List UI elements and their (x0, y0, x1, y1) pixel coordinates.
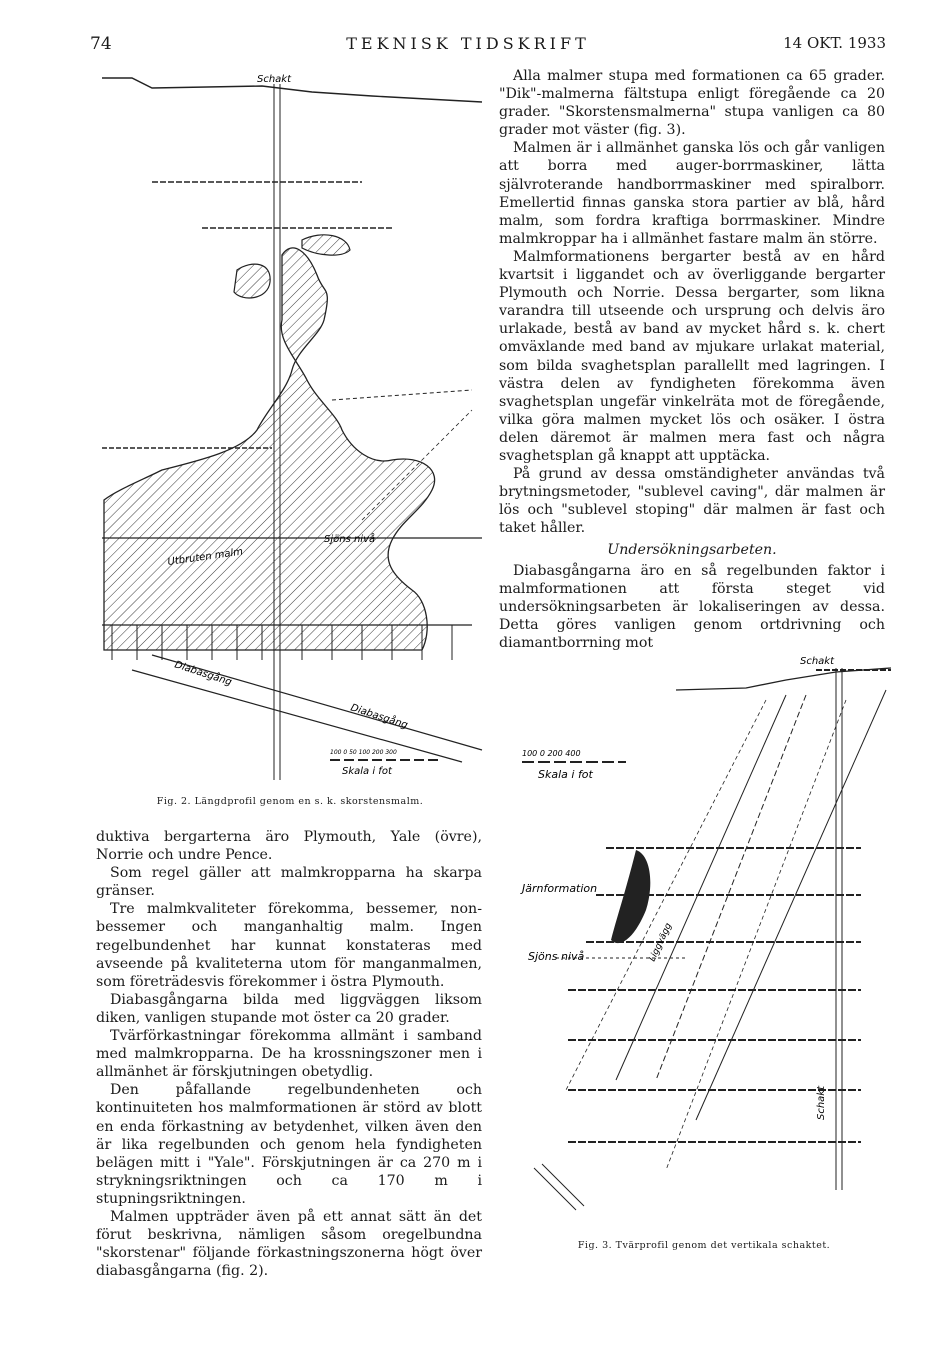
right-column (499, 67, 885, 652)
fig3-scale-label: Skala i fot (538, 768, 593, 781)
ore-lens-upper (302, 235, 350, 255)
fig3-scale-numbers: 100 0 200 400 (522, 749, 581, 758)
paragraph: Tvärförkastningar förekomma allmänt i samband med malmkropparna. De ha krossningszoner men i allmänhet är förskjutningen obetydlig. (96, 1028, 482, 1081)
journal-title: TEKNISK TIDSKRIFT (346, 34, 590, 53)
paragraph: Alla malmer stupa med formationen ca 65 grader. "Dik"-malmerna fältstupa enligt föregående ca 20 grader. "Skorstensmalmerna" stupa vanligen ca 80 grader mot väster (fig. 3). (499, 68, 885, 139)
paragraph: Malmen är i allmänhet ganska lös och går vanligen att borra med auger-borrmaskiner, lätta självroterande handborrmaskiner med spiralborr. Emellertid finnas ganska stora partier av blå, hård malm, som fordra kraftiga borrmaskiner. Mindre malmkroppar ha i allmänhet fastare malm än större. (499, 140, 885, 247)
paragraph: Tre malmkvaliteter förekomma, bessemer, non-bessemer och manganhaltig malm. Ingen regelbundenhet har kunnat konstateras med avseende på kvaliteterna utom för manganmalmen, som företrädesvis förekommer i östra Plymouth. (96, 901, 482, 990)
issue-date: 14 OKT. 1933 (783, 34, 886, 52)
fig2-label-mined: Utbruten malm (166, 546, 244, 568)
fig2-label-dike-2: Diabasgång (349, 702, 410, 732)
fig2-label-lake: Sjöns nivå (324, 534, 376, 545)
paragraph: Malmen uppträder även på ett annat sätt än det förut beskrivna, nämligen såsom oregelbundna "skorstenar" följande förkastningszonerna högt över diabasgångarna (fig. 2). (96, 1208, 482, 1280)
fig3-label-shaft-side: Schakt (816, 1085, 827, 1120)
left-column (96, 828, 482, 1280)
ore-lens-small (234, 264, 270, 298)
paragraph: Diabasgångarna bilda med liggväggen liksom diken, vanligen stupande mot öster ca 20 grader. (96, 991, 482, 1026)
paragraph: duktiva bergarterna äro Plymouth, Yale (övre), Norrie och undre Pence. (96, 829, 482, 864)
figure-3-caption: Fig. 3. Tvärprofil genom det vertikala schaktet. (577, 1240, 831, 1251)
paragraph: Som regel gäller att malmkropparna ha skarpa gränser. (96, 865, 482, 900)
fig2-label-dike-1: Diabasgång (173, 659, 234, 689)
ore-body-shape (104, 248, 435, 650)
paragraph: Diabasgångarna äro en så regelbunden faktor i malmformationen att första steget vid undersökningsarbeten är lokaliseringen av dessa. Detta göres vanligen genom ortdrivning och diamantborrning mot (499, 562, 885, 651)
fig2-label-shaft: Schakt (257, 74, 292, 85)
section-subheading: Undersökningsarbeten. (607, 542, 777, 559)
fig3-label-iron-formation: Järnformation (522, 882, 598, 895)
paragraph: På grund av dessa omständigheter användas två brytningsmetoder, "sublevel caving", där malmen är lös och "sublevel stoping" där malmen är fast och taket håller. (499, 466, 885, 537)
fig3-label-lake: Sjöns nivå (528, 950, 585, 963)
fig3-label-shaft-top: Schakt (800, 656, 835, 667)
paragraph: Malmformationens bergarter bestå av en hård kvartsit i liggandet och av överliggande bergarter Plymouth och Norrie. Dessa bergarter, som likna varandra till utseende och ursprung och delvis äro urlakade, bestå av band av mycket hård s. k. chert omväxlande med band av mjukare urlakat material, som bilda svaghetsplan parallellt med lagringen. I västra delen av fyndigheten förekomma även svaghetsplan ungefär vinkelräta mot de föregående, vilka göra malmen mycket lös och osäker. I östra delen däremot är malmen mera fast och några svaghetsplan gå knappt att upptäcka. (499, 248, 885, 464)
figure-2-longitudinal-profile (92, 70, 488, 786)
paragraph: Den påfallande regelbundenheten och kontinuiteten hos malmformationen är störd av blott en enda förkastning av betydenhet, vilken även den är lika regelbunden och genom hela fyndigheten belägen mitt i "Yale". Förskjutningen är ca 270 m i strykningsriktningen och ca 170 m i stupningsriktningen. (96, 1082, 482, 1207)
page-number: 74 (90, 34, 112, 54)
figure-2-caption: Fig. 2. Längdprofil genom en s. k. skorstensmalm. (156, 796, 424, 807)
fig3-label-footwall: Liggvägg (647, 921, 675, 964)
fig2-scale-label: Skala i fot (342, 766, 392, 777)
figure-3-cross-section (506, 650, 902, 1240)
fig2-scale-numbers: 100 0 50 100 200 300 (330, 749, 397, 756)
iron-formation-shape (611, 850, 650, 943)
